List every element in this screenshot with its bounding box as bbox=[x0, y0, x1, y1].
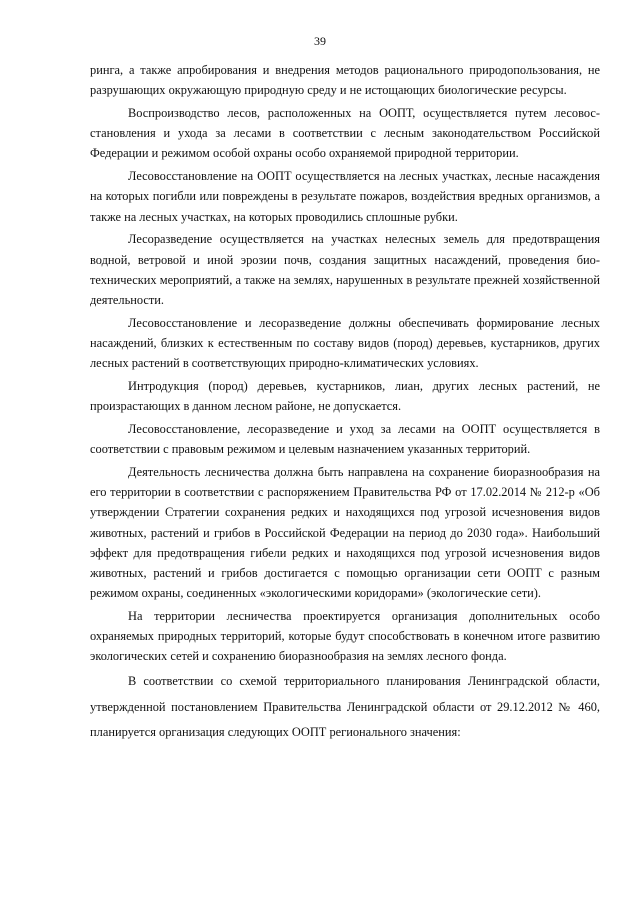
paragraph: В соответствии со схемой территориального планирования Ленинградской области, утвержденной постановлением Правительства Ленинградской области от 29.12.2012 № 460, планируется организация следующих ООПТ регионального значения: bbox=[90, 674, 600, 740]
paragraph: Лесовосстановление, лесоразведение и уход за лесами на ООПТ осуществляется в соответствии с правовым режимом и целевым назначением указанных территорий. bbox=[90, 422, 600, 457]
paragraph: На территории лесничества проектируется организация дополнительных особо охраняемых природных территорий, которые будут способствовать в конечном итоге развитию экологических сетей и сохранению биоразнообразия на землях лесного фонда. bbox=[90, 609, 600, 664]
document-body bbox=[90, 60, 600, 748]
page-number: 39 bbox=[314, 34, 326, 48]
paragraph: Лесовосстановление и лесоразведение должны обеспечивать формирование лесных насаждений, близких к естественным по составу видов (пород) деревьев, кустарников, других лесных растений в соответствующих природно-климатических условиях. bbox=[90, 315, 600, 371]
paragraph: ринга, а также апробирования и внедрения методов рационального природопользования, не разрушающих окружающую природную среду и не истощающих биологические ресурсы. bbox=[90, 63, 600, 98]
paragraph: Лесоразведение осуществляется на участках нелесных земель для предотвращения водной, ветровой и иной эрозии почв, создания защитных насаждений, проведения биотехнических мероприятий, а также на землях, нарушенных в результате прежней хозяйственной деятельности. bbox=[90, 232, 600, 308]
paragraph: Интродукция (пород) деревьев, кустарников, лиан, других лесных растений, не произрастающих в данном лесном районе, не допускается. bbox=[90, 379, 600, 414]
paragraph: Деятельность лесничества должна быть направлена на сохранение биоразнообразия на его территории в соответствии с распоряжением Правительства РФ от 17.02.2014 № 212-р «Об утверждении Стратегии сохранения редких и находящихся под угрозой исчезновения видов животных, растений и грибов в Российской Федерации на период до 2030 года». Наибольший эффект для предотвращения гибели редких и находящихся под угрозой исчезновения видов животных, растений и грибов достигается с помощью организации сети ООПТ с разным режимом охраны, соединенных «экологическими коридорами» (экологические сети). bbox=[90, 465, 600, 601]
paragraph: Воспроизводство лесов, расположенных на ООПТ, осуществляется путем лесовосстановления и ухода за лесами в соответствии с лесным законодательством Российской Федерации и режимом особой охраны особо охраняемой природной территории. bbox=[90, 106, 600, 161]
paragraph: Лесовосстановление на ООПТ осуществляется на лесных участках, лесные насаждения на которых погибли или повреждены в результате пожаров, воздействия вредных организмов, а также на лесных участках, на которых проводились сплошные рубки. bbox=[90, 169, 600, 224]
